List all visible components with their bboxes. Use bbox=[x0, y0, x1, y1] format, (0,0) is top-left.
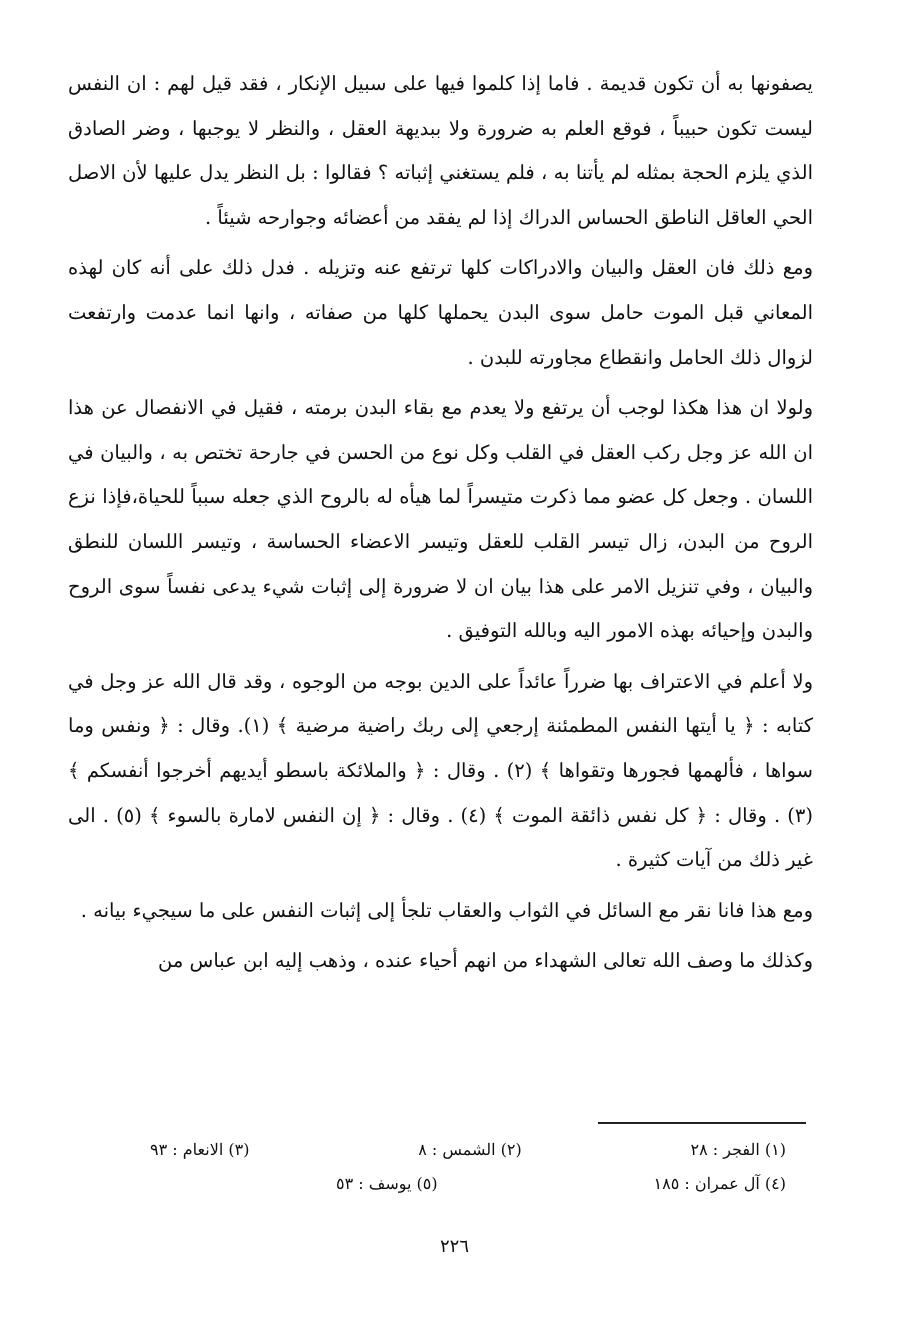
paragraph-4: ولا أعلم في الاعتراف بها ضرراً عائداً على الدين بوجه من الوجوه ، وقد قال الله عز وجل في كتابه : ﴿ يا أيتها النفس المطمئنة إرجعي إلى ربك راضية مرضية ﴾ (١). وقال : ﴿ ونفس وما سواها ، فألهمها فجورها وتقواها ﴾ (٢) . وقال : ﴿ والملائكة باسطو أيديهم أخرجوا أنفسكم ﴾ (٣) . وقال : ﴿ كل نفس ذائقة الموت ﴾ (٤) . وقال : ﴿ إن النفس لامارة بالسوء ﴾ (٥) . الى غير ذلك من آيات كثيرة . bbox=[68, 669, 813, 872]
footnote-3: (٣) الانعام : ٩٣ bbox=[150, 1140, 250, 1159]
footnote-4: (٤) آل عمران : ١٨٥ bbox=[653, 1174, 786, 1193]
page-number: ٢٢٦ bbox=[439, 1236, 469, 1257]
footnote-separator bbox=[598, 1122, 806, 1124]
footnote-5: (٥) يوسف : ٥٣ bbox=[336, 1174, 438, 1193]
footnote-2: (٢) الشمس : ٨ bbox=[418, 1140, 522, 1159]
main-text bbox=[68, 62, 813, 990]
paragraph-2: ومع ذلك فان العقل والبيان والادراكات كلها ترتفع عنه وتزيله . فدل ذلك على أنه كان لهذه المعاني قبل الموت حامل سوى البدن يحملها كلها من صفاته ، وانها انما عدمت وارتفعت لزوال ذلك الحامل وانقطاع مجاورته للبدن . bbox=[68, 256, 813, 369]
paragraph-1: يصفونها به أن تكون قديمة . فاما إذا كلموا فيها على سبيل الإنكار ، فقد قيل لهم : ان النفس ليست تكون حبيباً ، فوقع العلم به ضرورة ولا ببديهة العقل ، والنظر لا يوجبها ، وضر الصادق الذي يلزم الحجة بمثله لم يأتنا به ، فلم يستغني إثباته ؟ فقالوا : بل النظر يدل عليها لأن الاصل الحي العاقل الناطق الحساس الدراك إذا لم يفقد من أعضائه وجوارحه شيئاً . bbox=[68, 72, 813, 229]
paragraph-5: ومع هذا فانا نقر مع السائل في الثواب والعقاب تلجأ إلى إثبات النفس على ما سيجيء بيانه . bbox=[80, 898, 813, 922]
paragraph-3: ولولا ان هذا هكذا لوجب أن يرتفع ولا يعدم مع بقاء البدن برمته ، فقيل في الانفصال عن هذا ان الله عز وجل ركب العقل في القلب وكل نوع من الحسن في جارحة تختص به ، والبيان في اللسان . وجعل كل عضو مما ذكرت متيسراً لما هيأه له بالروح الذي جعله سبباً للحياة،فإذا نزع الروح من البدن، زال تيسر القلب للعقل وتيسر الاعضاء الحساسة ، وتيسر اللسان للنطق والبيان ، وفي تنزيل الامر على هذا بيان ان لا ضرورة إلى إثبات شيء يدعى نفساً سوى الروح والبدن وإحيائه بهذه الامور اليه وبالله التوفيق . bbox=[68, 396, 813, 643]
footnote-1: (١) الفجر : ٢٨ bbox=[690, 1140, 786, 1159]
footnote-row-1 bbox=[150, 1140, 786, 1159]
paragraph-6: وكذلك ما وصف الله تعالى الشهداء من انهم أحياء عنده ، وذهب إليه ابن عباس من bbox=[158, 949, 813, 973]
footnote-row-2 bbox=[336, 1174, 786, 1193]
